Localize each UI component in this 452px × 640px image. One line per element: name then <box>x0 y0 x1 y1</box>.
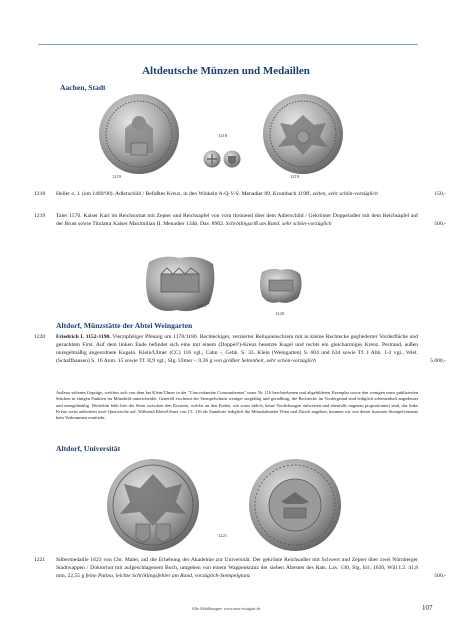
lot-price: 5.000,- <box>430 358 446 365</box>
coin-image-1218-reverse <box>223 150 241 168</box>
lot-description: Heller o. J. (um 1489/90). Adlerschild / Befußtes Kreuz, in den Winkeln A-Q-V-S. Menadier 89. Krumbach 119ff. <box>56 191 312 197</box>
section-heading-aachen: Aachen, Stadt <box>60 83 106 92</box>
page-number: 107 <box>422 604 433 612</box>
figure-label: 1220 <box>275 311 285 316</box>
lot-1218 <box>34 190 446 198</box>
figure-label: 1219 <box>112 174 122 179</box>
lot-number: 1220 <box>34 334 46 340</box>
lot-grade: feine Patina, leichte Schrötlingsfehler am Rand, vorzüglich-Stempelglanz <box>85 573 251 580</box>
section-heading-weingarten: Altdorf, Münzstätte der Abtei Weingarten <box>56 321 193 330</box>
lot-price: 150,- <box>434 191 446 197</box>
lot-ruler: Friedrich I. 1152-1190. <box>56 334 111 340</box>
lot-1220-note: Äußerst seltenes Gepräge, welches sich von dem bei Klein/Ulmer in der "Concordantiae Constantienses" unter Nr. 116 beschriebenen und abgebildeten Exemplar sowie den wenigen sonst publizierten Stücken in einigen Punkten im Münzbild unterscheidet. Generell erscheint der Stempelschnitt weniger sorgfältig und geradlinig, die Rechtecke im Vordergrund sind lediglich schemenhaft angedeutet und unregelmäßig. Weiterhin fehlt hier der Stern zwischen den Kreuzen, welche an den Enden, wie sonst üblich, keine Verdickungen aufweisen und ebenfalls ungenau proportioniert sind, das linke Kreuz weist außerdem zwei Querstriche auf. Während Klein/Ulmer von CC 116 als Standorte lediglich die Münzkabinette Wien und Zürich angeben, konnten wir von dieser kuriosen Stempelvariante kein Vorkommen ermitteln. <box>56 390 418 421</box>
figure-label: 1218 <box>218 133 228 138</box>
lot-price: 500,- <box>434 221 446 228</box>
lot-description: Taler 1570. Kaiser Karl im Reichsornat mit Zepter und Reichsapfel von vorn thronend über dem Adlerschild / Gekrönter Doppeladler mit dem Reichsapfel auf der Brust sowie Titulatur Kaiser Maximilian II. Menadier 134b, Dav. 8902. <box>56 213 418 228</box>
figure-label: 1219 <box>290 174 300 179</box>
lot-1220 <box>34 333 446 365</box>
coin-image-1218-obverse <box>203 150 221 168</box>
lot-1219 <box>34 212 446 228</box>
page-title: Altdeutsche Münzen und Medaillen <box>142 65 310 77</box>
lot-description: Vierzipfeliger Pfennig um 1170/1180. Rechteckiger, verzierter Reliquienschrein mit in kleine Rechtecke gegliederter Vorderfläche und gezacktem First. Auf dem linken Ende befindet sich eine mit einem (Doppel?)-Kreuz besetzte Kugel und rechts ein gleicharmiges Kreuz. Perlrand, außen unregelmäßig angeordnete Kugeln. Klein/Ulmer (CC) 116 vgl., Cahn -, Gebh. S. 33. Klein (Weingarten) S. 604 und 634 sowie Tf. I Abb. 1-2 vgl., Wiel. (Schaffhausen) S. 16 Anm. 15 sowie Tf. II,9 vgl., Slg. Ulmer -. 0,36 g <box>56 334 418 365</box>
lot-description: Silbermedaille 1623 von Chr. Maler, auf die Erhebung der Akademie zur Universität. Der gekrönte Reichsadler mit Schwert und Zepter über zwei Nürnberger Stadtwappen / Doktorhut mit aufgeschlagenem Buch, umgeben von einem Wappenkranz der sieben Ältesten des Rats. Lav. 130, Slg. Erl. 1630, Will I.2. 41,8 mm, 22,55 g <box>56 557 418 580</box>
medal-image-1221-obverse <box>106 458 200 552</box>
header-rule <box>38 44 418 45</box>
lot-grade: von größter Seltenheit, sehr schön-vorzüglich <box>213 358 316 365</box>
lot-number: 1221 <box>34 557 46 563</box>
footer-credit: Alle Abbildungen: www.ams-stuttgart.de <box>191 606 261 611</box>
coin-image-1219-reverse <box>262 93 344 175</box>
figure-label: 1221 <box>218 533 228 538</box>
lot-price: 500,- <box>434 573 446 580</box>
lot-number: 1219 <box>34 213 46 219</box>
coin-image-1220 <box>258 266 304 306</box>
lot-grade: Schrötlingsriß am Rand, sehr schön-vorzüglich <box>225 221 332 228</box>
medal-image-1221-reverse <box>248 458 342 552</box>
coin-image-1219-obverse <box>98 93 180 175</box>
lot-1221 <box>34 556 446 580</box>
lot-grade: selten, sehr schön-vorzüglich <box>312 191 378 197</box>
section-heading-universitaet: Altdorf, Universität <box>56 444 121 453</box>
figure-label: 1,5:1 <box>197 303 207 308</box>
lot-number: 1218 <box>34 191 46 197</box>
